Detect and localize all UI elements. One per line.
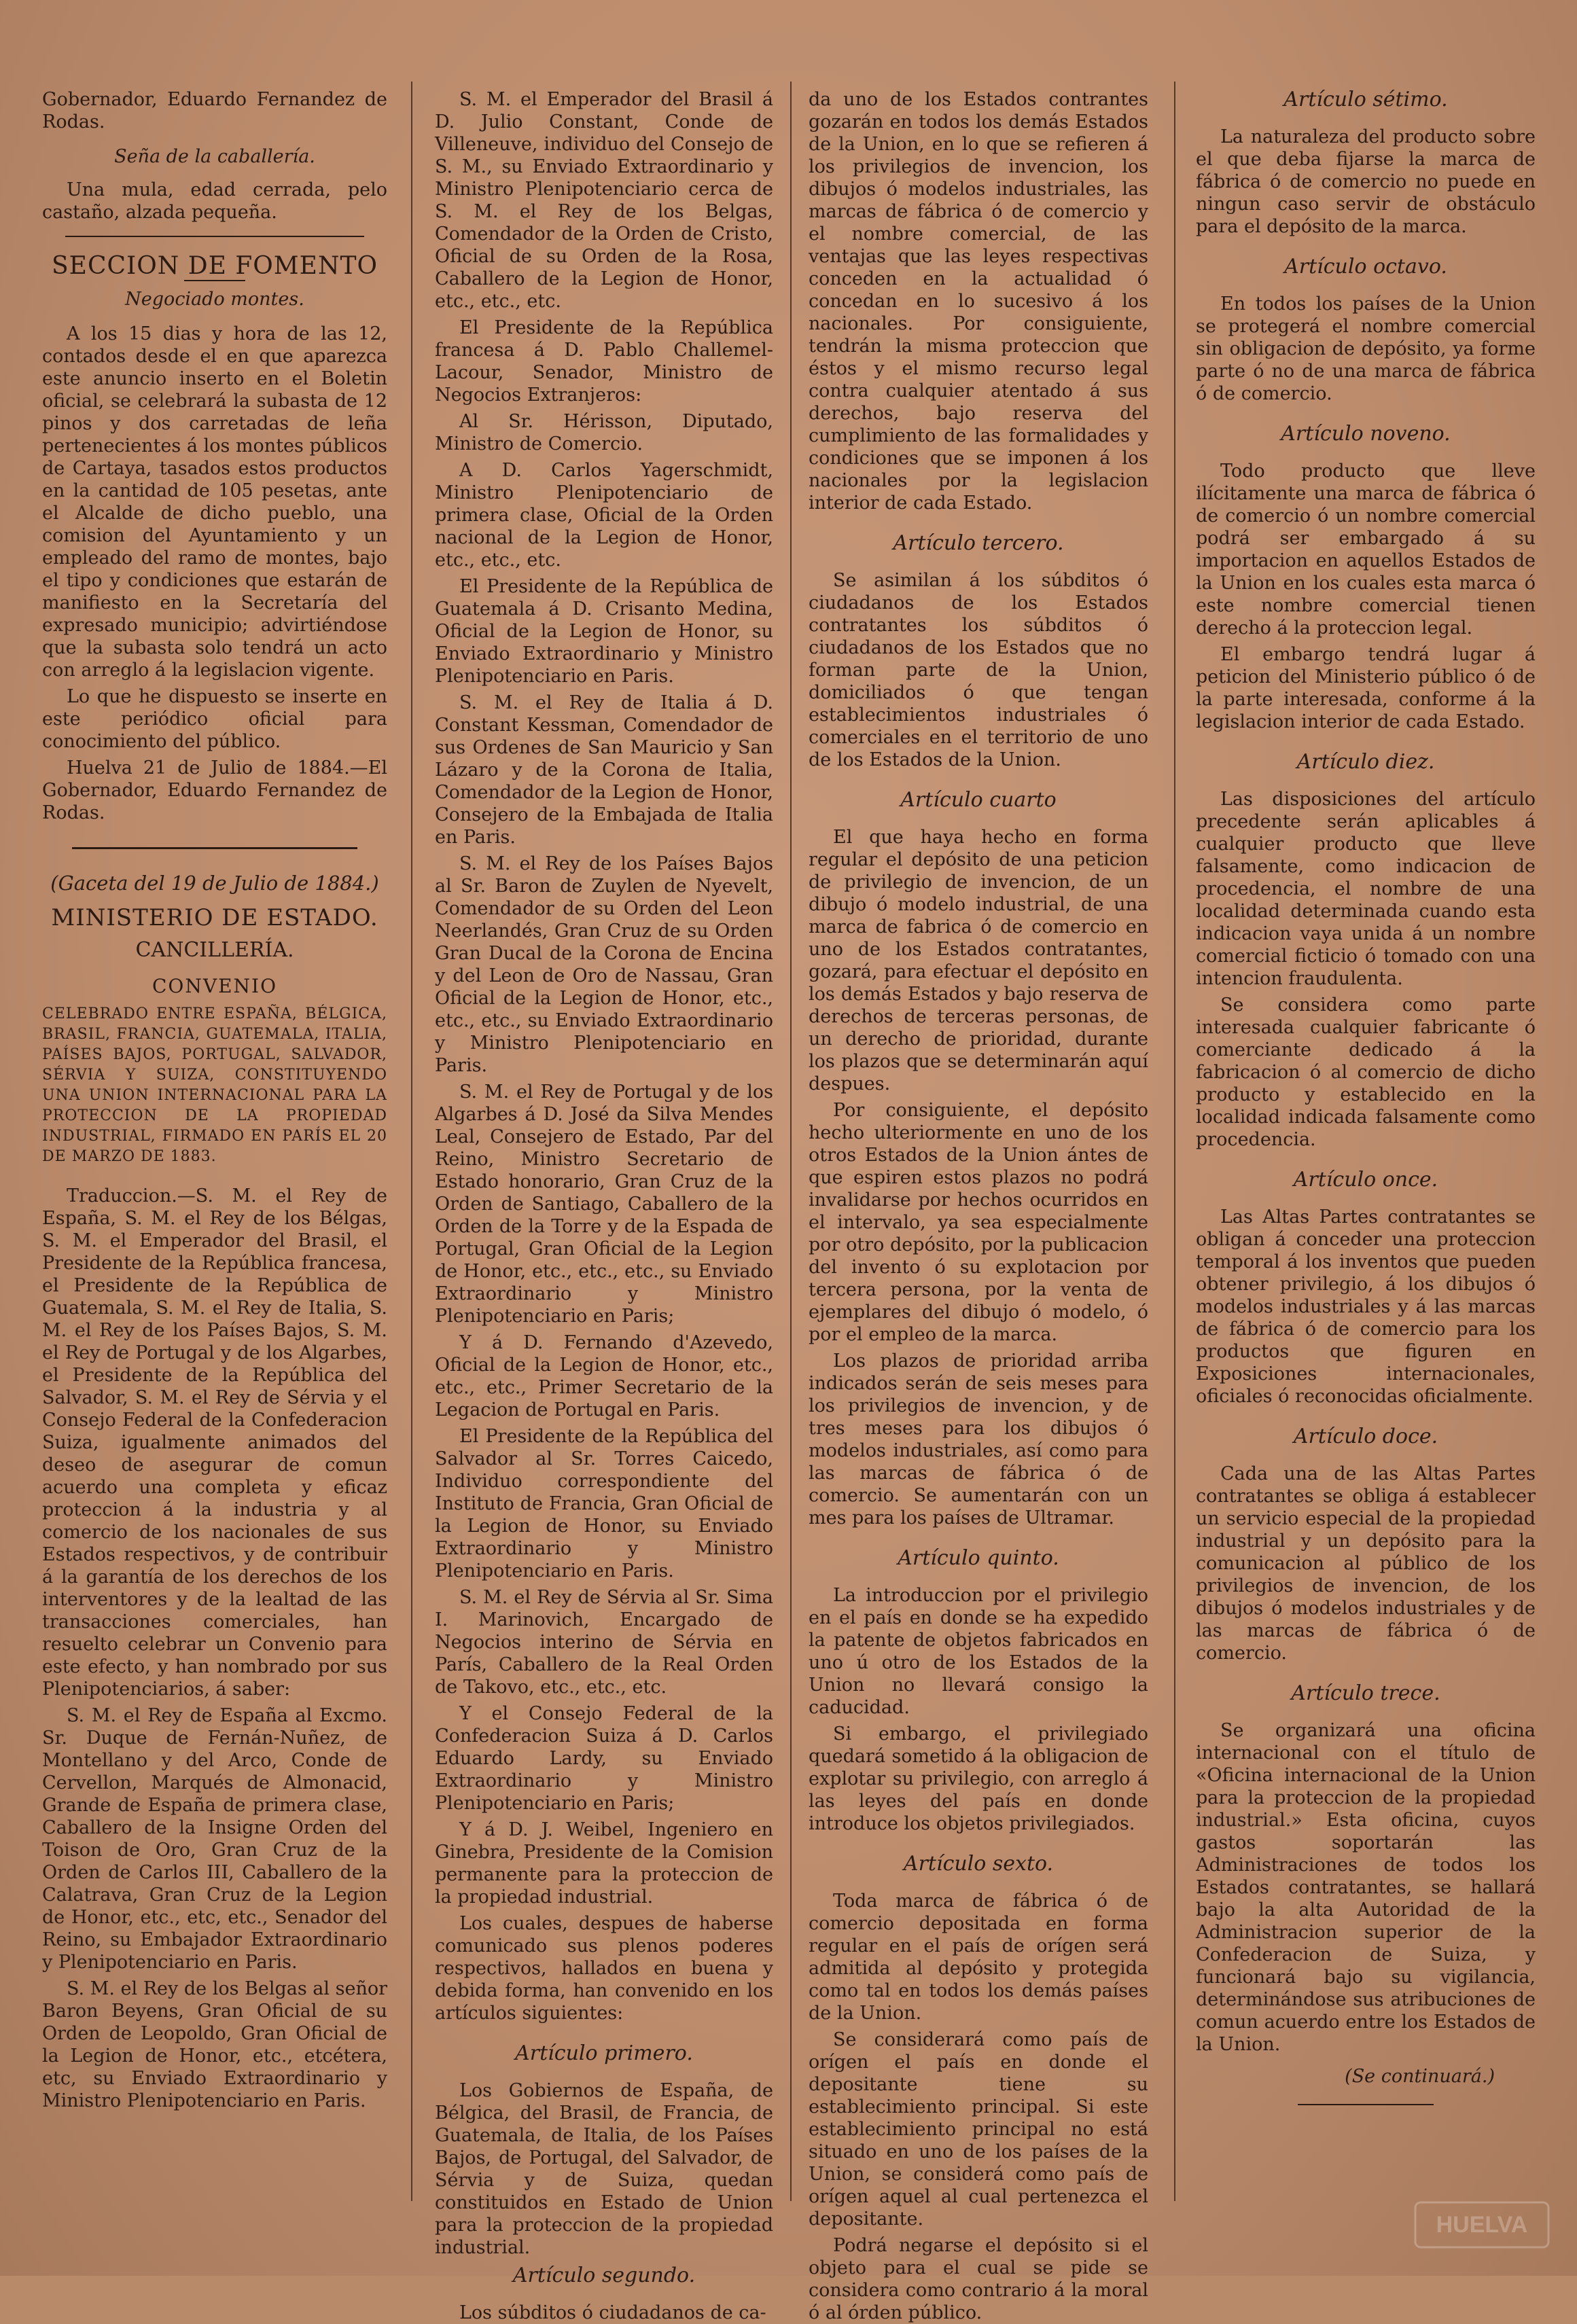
- paragraph: Se considera como parte interesada cualquier fabricante ó comerciante dedicado á la fabricacion ó al comercio de dicho producto y establecido en la localidad indicada falsamente como procedencia.: [1196, 995, 1536, 1150]
- column-1: [42, 88, 387, 2194]
- article-heading: Artículo quinto.: [898, 1546, 1059, 1570]
- paragraph: Se considerará como país de orígen el país en donde el depositante tiene su establecimiento principal. Si este establecimiento principal no está situado en uno de los países de la Union, se considerá como país de orígen aquel al cual pertenezca el depositante.: [809, 2029, 1148, 2230]
- paragraph: Se asimilan á los súbditos ó ciudadanos de los Estados contratantes los súbditos ó ciudadanos de los Estados que no forman parte de la Union, domiciliados ó que tengan establecimientos industriales ó comerciales en el territorio de uno de los Estados de la Union.: [809, 570, 1148, 770]
- paragraph: Toda marca de fábrica ó de comercio depositada en forma regular en el país de orígen será admitida al depósito y protegida como tal en todos los demás países de la Union.: [809, 1891, 1148, 2024]
- column-divider: [411, 82, 412, 2201]
- convenio-title: CONVENIO: [152, 975, 278, 997]
- paragraph: Y á D. J. Weibel, Ingeniero en Ginebra, Presidente de la Comision permanente para la proteccion de la propiedad industrial.: [435, 1819, 773, 1908]
- article-heading: Artículo sétimo.: [1283, 88, 1448, 111]
- divider: [184, 280, 245, 281]
- archive-stamp-logo: [1414, 2201, 1550, 2249]
- paragraph: Una mula, edad cerrada, pelo castaño, alzada pequeña.: [42, 179, 387, 223]
- paragraph: S. M. el Rey de los Belgas al señor Baron Beyens, Gran Oficial de su Orden de Leopoldo, Gran Oficial de la Legion de Honor, etc., etcétera, etc, su Enviado Extraordinario y Ministro Plenipotenciario en Paris.: [42, 1978, 387, 2111]
- column-3: [809, 88, 1148, 2323]
- paragraph: A los 15 dias y hora de las 12, contados desde el en que aparezca este anuncio inserto en el Boletin oficial, se celebrará la subasta de 12 pinos y dos carretadas de leña pertenecientes á los montes públicos de Cartaya, tasados estos productos en la cantidad de 105 pesetas, ante el Alcalde de dicho pueblo, una comision del Ayuntamiento y un empleado del ramo de montes, bajo el tipo y condiciones que estarán de manifiesto en la Secretaría del expresado municipio; advirtiéndose que la subasta solo tendrá un acto con arreglo á la legislacion vigente.: [42, 323, 387, 681]
- paragraph: Las disposiciones del artículo precedente serán aplicables á cualquier producto que lleve falsamente, como indicacion de procedencia, el nombre de una localidad determinada cuando esta indicacion vaya unida á un nombre comercial ficticio ó tomado con una intencion fraudulenta.: [1196, 789, 1536, 989]
- paragraph: S. M. el Rey de Italia á D. Constant Kessman, Comendador de sus Ordenes de San Mauricio y San Lázaro y de la Corona de Italia, Comendador de la Legion de Honor, Consejero de la Embajada de Italia en Paris.: [435, 692, 773, 848]
- paragraph: Al Sr. Hérisson, Diputado, Ministro de Comercio.: [435, 411, 773, 454]
- article-heading: Artículo cuarto: [900, 788, 1057, 812]
- paragraph: Huelva 21 de Julio de 1884.—El Gobernador, Eduardo Fernandez de Rodas.: [42, 757, 387, 823]
- paragraph: Las Altas Partes contratantes se obligan á conceder una proteccion temporal á los inventos que pueden obtener privilegio, á los dibujos ó modelos industriales y á las marcas de fábrica ó de comercio para los productos que figuren en Exposiciones internacionales, oficiales ó reconocidas oficialmente.: [1196, 1206, 1536, 1407]
- paragraph: A D. Carlos Yagerschmidt, Ministro Plenipotenciario de primera clase, Oficial de la Orden nacional de la Legion de Honor, etc., etc., etc.: [435, 460, 773, 571]
- subheading: Negociado montes.: [125, 289, 304, 310]
- paragraph: Gobernador, Eduardo Fernandez de Rodas.: [42, 89, 387, 132]
- article-heading: Artículo primero.: [515, 2041, 693, 2065]
- article-heading: Artículo doce.: [1293, 1425, 1438, 1448]
- paragraph: S. M. el Rey de los Países Bajos al Sr. Baron de Zuylen de Nyevelt, Comendador de su Orden del Leon Neerlandés, Gran Cruz de su Orden Gran Ducal de la Corona de Encina y del Leon de Oro de Nassau, Gran Oficial de la Legion de Honor, etc., etc., etc., su Enviado Extraordinario y Ministro Plenipotenciario en Paris.: [435, 853, 773, 1076]
- paragraph: Y el Consejo Federal de la Confederacion Suiza á D. Carlos Eduardo Lardy, su Enviado Extraordinario y Ministro Plenipotenciario en Paris;: [435, 1703, 773, 1814]
- paragraph: da uno de los Estados contrantes gozarán en todos los demás Estados de la Union, en lo que se refieren á los privilegios de invencion, los dibujos ó modelos industriales, las marcas de fábrica ó de comercio y el nombre comercial, de las ventajas que las leyes respectivas conceden en la actualidad ó concedan en lo sucesivo á los nacionales. Por consiguiente, tendrán la misma proteccion que éstos y el mismo recurso legal contra cualquier atentado á sus derechos, bajo reserva del cumplimiento de las formalidades y condiciones que se imponen á los nacionales por la legislacion interior de cada Estado.: [809, 89, 1148, 514]
- paragraph: La naturaleza del producto sobre el que deba fijarse la marca de fábrica ó de comercio no puede en ningun caso servir de obstáculo para el depósito de la marca.: [1196, 126, 1536, 237]
- article-heading: Artículo segundo.: [512, 2264, 696, 2287]
- continuation-note: (Se continuará.): [1345, 2066, 1495, 2087]
- column-divider: [790, 82, 792, 2201]
- article-heading: Artículo trece.: [1291, 1681, 1440, 1705]
- article-heading: Artículo noveno.: [1281, 422, 1451, 446]
- paragraph: El Presidente de la República francesa á D. Pablo Challemel-Lacour, Senador, Ministro de Negocios Extranjeros:: [435, 317, 773, 406]
- divider: [72, 847, 357, 849]
- column-4: [1196, 88, 1536, 2194]
- paragraph: El embargo tendrá lugar á peticion del Ministerio público ó de la parte interesada, conforme á la legislacion interior de cada Estado.: [1196, 644, 1536, 732]
- paragraph: S. M. el Rey de Portugal y de los Algarbes á D. José da Silva Mendes Leal, Consejero de Estado, Par del Reino, Ministro Secretario de Estado honorario, Gran Cruz de la Orden de Santiago, Caballero de la Orden de la Torre y de la Espada de Portugal, Gran Oficial de la Legion de Honor, etc., etc., etc., su Enviado Extraordinario y Ministro Plenipotenciario en Paris;: [435, 1081, 773, 1327]
- paragraph: Si embargo, el privilegiado quedará sometido á la obligacion de explotar su privilegio, con arreglo á las leyes del país en donde introduce los objetos privilegiados.: [809, 1723, 1148, 1834]
- divider: [65, 236, 364, 237]
- paragraph: Se organizará una oficina internacional con el título de «Oficina internacional de la Union para la proteccion de la propiedad industrial.» Esta oficina, cuyos gastos soportarán las Administraciones de todos los Estados contratantes, se hallará bajo la alta Autoridad de la Administracion superior de la Confederacion de Suiza, y funcionará bajo su vigilancia, determinándose sus atribuciones de comun acuerdo entre los Estados de la Union.: [1196, 1720, 1536, 2055]
- paragraph: Podrá negarse el depósito si el objeto para el cual se pide se considera como contrario á la moral ó al órden público.: [809, 2235, 1148, 2323]
- department-title: CANCILLERÍA.: [135, 938, 294, 962]
- divider: [1298, 2104, 1434, 2105]
- paragraph: El Presidente de la República del Salvador al Sr. Torres Caicedo, Individuo correspondiente del Instituto de Francia, Gran Oficial de la Legion de Honor, su Enviado Extraordinario y Ministro Plenipotenciario en Paris.: [435, 1426, 773, 1581]
- paragraph: S. M. el Rey de España al Excmo. Sr. Duque de Fernán-Nuñez, de Montellano y del Arco, Conde de Cervellon, Marqués de Almonacid, Grande de España de primera clase, Caballero de la Insigne Orden del Toison de Oro, Gran Cruz de la Orden de Carlos III, Caballero de la Calatrava, Gran Cruz de la Legion de Honor, etc., etc, etc., Senador del Reino, su Embajador Extraordinario y Plenipotenciario en Paris.: [42, 1705, 387, 1973]
- paragraph: Cada una de las Altas Partes contratantes se obliga á establecer un servicio especial de la propiedad industrial y un depósito para la comunicacion al público de los privilegios de invencion, de los dibujos ó modelos industriales y de las marcas de fábrica ó de comercio.: [1196, 1463, 1536, 1664]
- column-2: [435, 88, 773, 2323]
- paragraph: Por consiguiente, el depósito hecho ulteriormente en uno de los otros Estados de la Union ántes de que espiren estos plazos no podrá invalidarse por hechos ocurridos en el intervalo, ya sea especialmente por otro depósito, por la publicacion del invento ó su explotacion por tercera persona, por la venta de ejemplares del dibujo ó modelo, ó por el empleo de la marca.: [809, 1100, 1148, 1345]
- paragraph: S. M. el Rey de Sérvia al Sr. Sima I. Marinovich, Encargado de Negocios interino de Sérvia en París, Caballero de la Real Orden de Takovo, etc., etc., etc.: [435, 1587, 773, 1698]
- paragraph: Traduccion.—S. M. el Rey de España, S. M. el Rey de los Bélgas, S. M. el Emperador del Brasil, el Presidente de la República francesa, el Presidente de la República de Guatemala, S. M. el Rey de Italia, S. M. el Rey de los Países Bajos, S. M. el Rey de Portugal y de los Algarbes, el Presidente de la República del Salvador, S. M. el Rey de Sérvia y el Consejo Federal de la Confederacion Suiza, igualmente animados del deseo de asegurar de comun acuerdo una completa y eficaz proteccion á la industria y al comercio de los nacionales de sus Estados respectivos, y de contribuir á la garantía de los derechos de los interventores y de la lealtad de las transacciones comerciales, han resuelto celebrar un Convenio para este efecto, y han nombrado por sus Plenipotenciarios, á saber:: [42, 1185, 387, 1700]
- paragraph: S. M. el Emperador del Brasil á D. Julio Constant, Conde de Villeneuve, individuo del Consejo de S. M., su Enviado Extraordinario y Ministro Plenipotenciario cerca de S. M. el Rey de los Belgas, Comendador de la Orden de Cristo, Oficial de su Orden de la Rosa, Caballero de la Legion de Honor, etc., etc., etc.: [435, 89, 773, 312]
- paragraph: Los súbditos ó ciudadanos de ca-: [459, 2302, 766, 2323]
- paragraph: Todo producto que lleve ilícitamente una marca de fábrica ó de comercio ó un nombre comercial podrá ser embargado á su importacion en aquellos Estados de la Union en los cuales esta marca ó este nombre comercial tienen derecho á la proteccion legal.: [1196, 461, 1536, 639]
- article-heading: Artículo diez.: [1296, 750, 1435, 774]
- section-title: SECCION DE FOMENTO: [52, 252, 378, 280]
- paragraph: Los Gobiernos de España, de Bélgica, del Brasil, de Francia, de Guatemala, de Italia, de los Países Bajos, de Portugal, del Salvador, de Sérvia y de Suiza, quedan constituidos en Estado de Union para la proteccion de la propiedad industrial.: [435, 2080, 773, 2258]
- ministry-title: MINISTERIO DE ESTADO.: [51, 904, 378, 931]
- stamp-text: HUELVA: [1436, 2212, 1528, 2238]
- gazette-citation: (Gaceta del 19 de Julio de 1884.): [50, 872, 379, 895]
- paragraph: Lo que he dispuesto se inserte en este periódico oficial para conocimiento del público.: [42, 686, 387, 752]
- paragraph: La introduccion por el privilegio en el país en donde se ha expedido la patente de objetos fabricados en uno ú otro de los Estados de la Union no llevará consigo la caducidad.: [809, 1585, 1148, 1718]
- paragraph: En todos los países de la Union se protegerá el nombre comercial sin obligacion de depósito, ya forme parte ó no de una marca de fábrica ó de comercio.: [1196, 293, 1536, 404]
- paragraph: El que haya hecho en forma regular el depósito de una peticion de privilegio de invencion, de un dibujo ó modelo industrial, de una marca de fabrica ó de comercio en uno de los Estados contratantes, gozará, para efectuar el depósito en los demás Estados y bajo reserva de derechos de terceras personas, de un derecho de prioridad, durante los plazos que se determinarán aquí despues.: [809, 827, 1148, 1094]
- column-divider: [1174, 82, 1175, 2201]
- paragraph: Y á D. Fernando d'Azevedo, Oficial de la Legion de Honor, etc., etc., etc., Primer Secretario de la Legacion de Portugal en Paris.: [435, 1332, 773, 1420]
- article-heading: Artículo once.: [1293, 1168, 1438, 1192]
- paragraph: Los cuales, despues de haberse comunicado sus plenos poderes respectivos, hallados en buena y debida forma, han convenido en los artículos siguientes:: [435, 1913, 773, 2024]
- article-heading: Artículo tercero.: [893, 531, 1064, 555]
- convenio-description: CELEBRADO ENTRE ESPAÑA, BÉLGICA, BRASIL, FRANCIA, GUATEMALA, ITALIA, PAÍSES BAJOS, PORTUGAL, SALVADOR, SÉRVIA Y SUIZA, CONSTITUYENDO UNA UNION INTERNACIONAL PARA LA PROTECCION DE LA PROPIEDAD INDUSTRIAL, FIRMADO EN PARÍS EL 20 DE MARZO DE 1883.: [42, 1005, 387, 1165]
- article-heading: Artículo octavo.: [1284, 255, 1447, 279]
- paragraph: Los plazos de prioridad arriba indicados serán de seis meses para los privilegios de invencion, y de tres meses para los dibujos ó modelos industriales, así como para las marcas de fábrica ó de comercio. Se aumentarán con un mes para los países de Ultramar.: [809, 1351, 1148, 1529]
- article-heading: Artículo sexto.: [903, 1852, 1054, 1876]
- subheading: Seña de la caballería.: [114, 146, 315, 167]
- paragraph: El Presidente de la República de Guatemala á D. Crisanto Medina, Oficial de la Legion de Honor, su Enviado Extraordinario y Ministro Plenipotenciario en Paris.: [435, 576, 773, 687]
